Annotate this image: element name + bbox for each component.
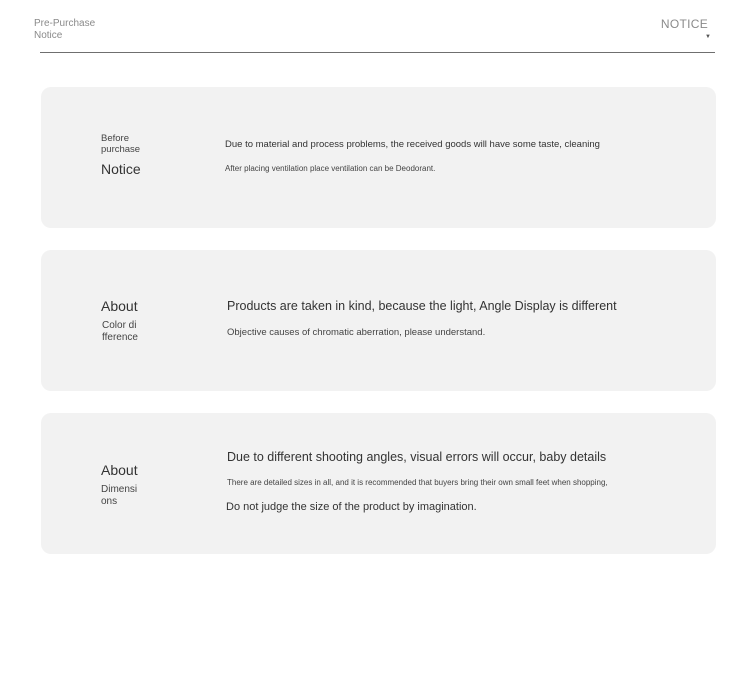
header-title: NOTICE (660, 17, 708, 31)
card-text-line2: After placing ventilation place ventilation can be Deodorant. (225, 164, 436, 173)
notice-card-dimensions (41, 413, 716, 554)
card-small-label-line1: Color di (102, 320, 137, 331)
card-text-line1: Due to material and process problems, the received goods will have some taste, cleaning (225, 139, 600, 150)
card-heading: Notice (101, 161, 141, 177)
card-text-line2: Objective causes of chromatic aberration, please understand. (227, 327, 486, 338)
card-small-label (101, 484, 137, 508)
card-text-line1: Products are taken in kind, because the light, Angle Display is different (227, 299, 617, 313)
header-divider (40, 52, 715, 53)
card-small-label-line1: Dimensi (101, 484, 138, 495)
card-text-line1: Due to different shooting angles, visual errors will occur, baby details (227, 450, 607, 464)
header-subtitle (34, 18, 95, 42)
header-subtitle-line1: Pre-Purchase (34, 18, 96, 29)
card-heading: About (101, 298, 138, 314)
header-subtitle-line2: Notice (34, 30, 63, 41)
notice-card-color-difference (41, 250, 716, 391)
card-small-label-line1: Before (101, 133, 129, 144)
card-small-label (101, 133, 140, 155)
notice-card-before-purchase (41, 87, 716, 228)
card-small-label-line2: purchase (101, 144, 141, 155)
card-heading: About (101, 462, 138, 478)
card-text-line2: There are detailed sizes in all, and it is recommended that buyers bring their own small feet when shopping, (227, 478, 608, 487)
triangle-down-icon: ▼ (705, 34, 711, 40)
card-small-label-line2: fference (102, 332, 138, 343)
card-small-label (102, 320, 138, 344)
card-text-line3: Do not judge the size of the product by imagination. (226, 501, 477, 513)
card-small-label-line2: ons (101, 496, 118, 507)
